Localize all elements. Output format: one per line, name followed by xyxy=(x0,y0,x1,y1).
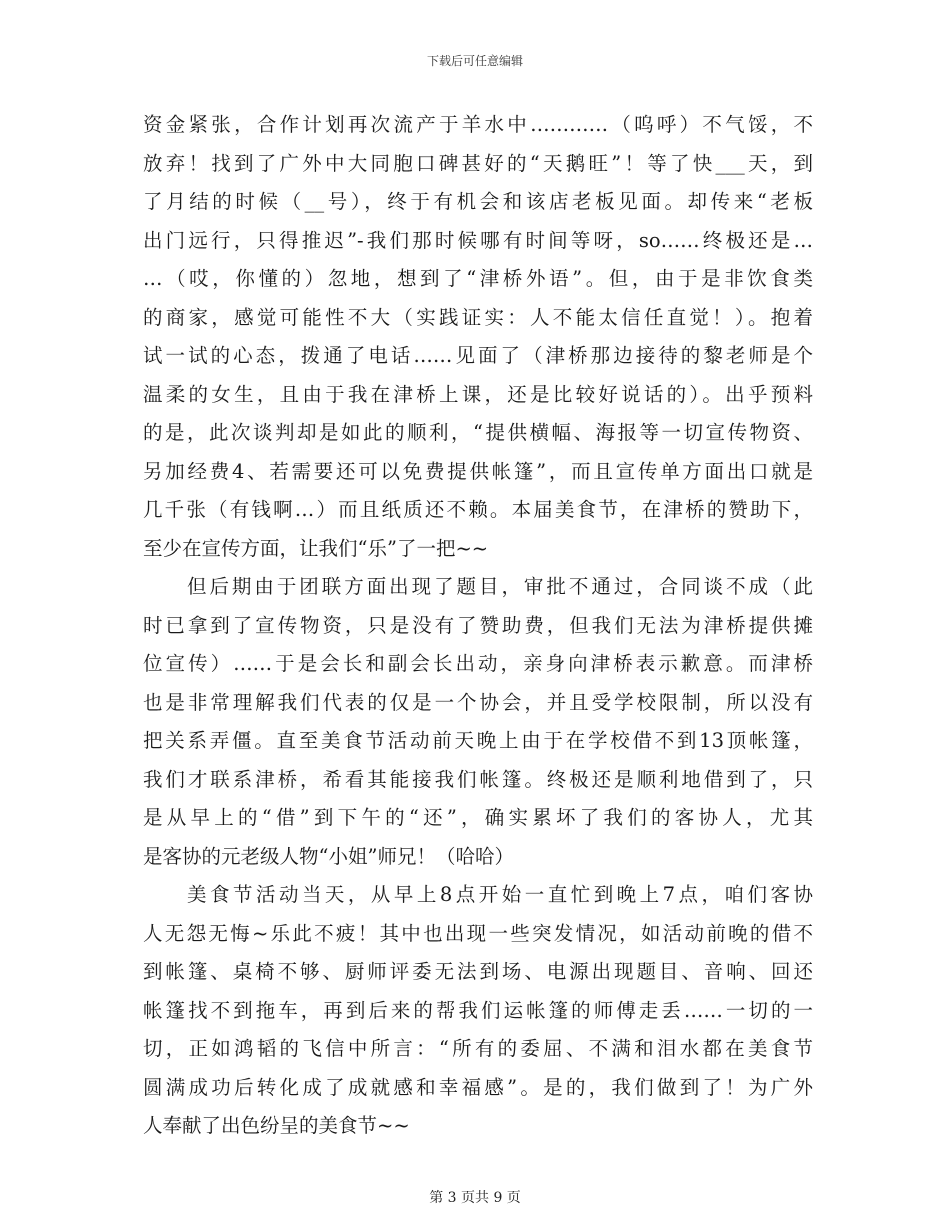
document-body xyxy=(143,106,813,1146)
text-line: 时已拿到了宣传物资，只是没有了赞助费，但我们无法为津桥提供摊 xyxy=(143,613,813,637)
text-line: 的商家，感觉可能性不大（实践证实：人不能太信任直觉！）。抱着 xyxy=(143,305,813,329)
text-line: 几千张（有钱啊…）而且纸质还不赖。本届美食节，在津桥的赞助下， xyxy=(143,498,813,521)
text-line: 我们才联系津桥，希看其能接我们帐篷。终极还是顺利地借到了，只 xyxy=(143,767,813,791)
text-line: 至少在宣传方面，让我们“乐”了一把~~ xyxy=(143,536,489,560)
paragraph-2 xyxy=(143,568,813,876)
text-line: …（哎，你懂的）忽地，想到了“津桥外语”。但，由于是非饮食类 xyxy=(143,267,813,290)
paragraph-3 xyxy=(143,876,813,1146)
text-line: 是客协的元老级人物“小姐”师兄！（哈哈） xyxy=(143,844,514,868)
paragraph-1 xyxy=(143,106,813,568)
text-line: 资金紧张，合作计划再次流产于羊水中…………（呜呼）不气馁，不 xyxy=(143,113,813,136)
text-line: 帐篷找不到拖车，再到后来的帮我们运帐篷的师傅走丢……一切的一 xyxy=(143,998,813,1022)
text-line: 另加经费4、若需要还可以免费提供帐篷”，而且宣传单方面出口就是 xyxy=(143,459,813,483)
text-line: 但后期由于团联方面出现了题目，审批不通过，合同谈不成（此 xyxy=(187,575,813,598)
text-line: 了月结的时候（__号），终于有机会和该店老板见面。却传来“老板 xyxy=(143,190,813,213)
text-line: 位宣传）……于是会长和副会长出动，亲身向津桥表示歉意。而津桥 xyxy=(143,652,813,675)
text-line: 试一试的心态，拨通了电话……见面了（津桥那边接待的黎老师是个 xyxy=(143,344,813,367)
text-line: 人奉献了出色纷呈的美食节~~ xyxy=(143,1114,410,1137)
page-footer: 第 3 页共 9 页 xyxy=(429,1190,521,1206)
text-line: 也是非常理解我们代表的仅是一个协会，并且受学校限制，所以没有 xyxy=(143,690,813,714)
text-line: 的是，此次谈判却是如此的顺利，“提供横幅、海报等一切宣传物资、 xyxy=(143,421,813,444)
text-line: 到帐篷、桌椅不够、厨师评委无法到场、电源出现题目、音响、回还 xyxy=(143,960,813,983)
text-line: 是从早上的“借”到下午的“还”，确实累坏了我们的客协人，尤其 xyxy=(143,806,813,829)
text-line: 切，正如鸿韬的飞信中所言：“所有的委屈、不满和泪水都在美食节 xyxy=(143,1037,813,1060)
text-line: 人无怨无悔~乐此不疲！其中也出现一些突发情况，如活动前晚的借不 xyxy=(143,921,813,945)
text-line: 美食节活动当天，从早上8点开始一直忙到晚上7点，咱们客协 xyxy=(187,883,813,906)
text-line: 温柔的女生，且由于我在津桥上课，还是比较好说话的）。出乎预料 xyxy=(143,382,813,406)
text-line: 出门远行，只得推迟”-我们那时候哪有时间等呀，so……终极还是… xyxy=(143,228,813,252)
text-line: 圆满成功后转化成了成就感和幸福感”。是的，我们做到了！为广外 xyxy=(143,1075,813,1099)
text-line: 把关系弄僵。直至美食节活动前天晚上由于在学校借不到13顶帐篷， xyxy=(143,729,813,752)
page-header: 下载后可任意编辑 xyxy=(426,54,523,68)
text-line: 放弃！找到了广外中大同胞口碑甚好的“天鹅旺”！等了快___天，到 xyxy=(143,151,813,175)
